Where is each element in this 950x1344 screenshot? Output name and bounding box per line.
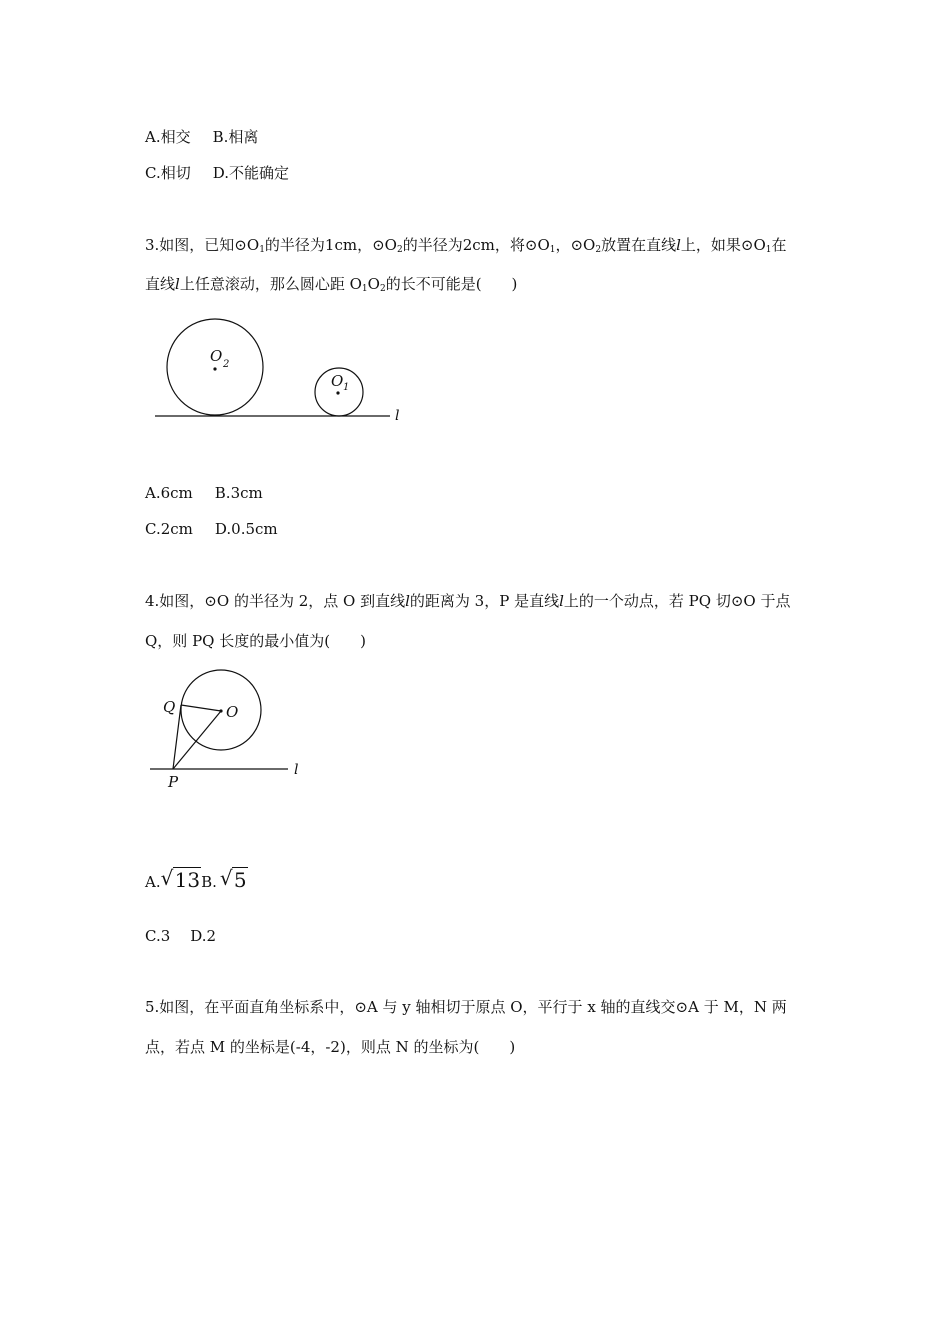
q2-option-b: B.相离 <box>212 128 259 146</box>
q3-text: 放置在直线 <box>601 236 677 254</box>
q2-option-d: D.不能确定 <box>212 164 289 182</box>
q3-sub: 1 <box>549 245 556 255</box>
q3-option-d: D.0.5cm <box>214 520 278 538</box>
q5-stem-line2 <box>145 1036 515 1058</box>
q3-label-l: l <box>395 408 400 424</box>
q3-text: O <box>367 275 380 293</box>
q4-options-row1 <box>145 866 248 896</box>
q3-line-symbol: l <box>676 236 681 254</box>
q3-options-row1 <box>145 482 263 504</box>
q3-line-symbol: l <box>175 275 180 293</box>
q3-sub: 2 <box>396 245 403 255</box>
q3-option-a: A.6cm <box>145 484 193 502</box>
q3-text: 上任意滚动，那么圆心距 O <box>179 275 362 293</box>
q4-text: Q，则 PQ 长度的最小值为( ) <box>145 632 366 650</box>
q3-center-o2 <box>213 367 216 370</box>
q4-options-row2 <box>145 925 216 947</box>
q3-stem-line1 <box>145 234 787 261</box>
q3-sub: 1 <box>259 245 265 255</box>
q4-figure <box>148 665 328 795</box>
q3-label-o2: O <box>210 347 223 365</box>
q3-text: 3.如图，已知⊙O <box>145 236 260 254</box>
q4-text: 4.如图，⊙O 的半径为 2，点 O 到直线 <box>145 592 406 610</box>
q3-sub: 1 <box>765 245 772 255</box>
q3-sub: 2 <box>379 284 386 294</box>
q3-circle-o2 <box>167 319 263 415</box>
q4-stem-line2 <box>145 630 366 652</box>
q2-option-c: C.相切 <box>145 164 191 182</box>
q5-text: 5.如图，在平面直角坐标系中，⊙A 与 y 轴相切于原点 O，平行于 x 轴的直线交⊙A 于 M，N 两 <box>145 998 787 1016</box>
q4-option-b-radicand: 5 <box>233 868 247 892</box>
q4-label-o: O <box>226 703 239 721</box>
q3-sub: 1 <box>361 284 368 294</box>
q3-text: 直线 <box>145 275 176 293</box>
q4-option-a-radicand: 13 <box>174 868 201 892</box>
q4-option-a-sqrt: √ 13 <box>160 866 201 892</box>
q3-text: 的半径为2cm，将⊙O <box>402 236 550 254</box>
q4-option-a-prefix: A. <box>145 873 161 891</box>
q2-options-row2 <box>145 162 289 184</box>
q3-label-o1-sub: 1 <box>343 382 350 393</box>
q5-text: 点，若点 M 的坐标是(-4，-2)，则点 N 的坐标为( ) <box>145 1038 516 1056</box>
q4-option-d: D.2 <box>190 927 217 945</box>
q4-line-symbol: l <box>405 592 410 610</box>
q4-stem-line1 <box>145 590 790 612</box>
q4-text: 的距离为 3，P 是直线 <box>409 592 560 610</box>
q4-label-q: Q <box>163 698 176 716</box>
q3-stem-line2 <box>145 273 517 300</box>
q2-option-a: A.相交 <box>145 128 191 146</box>
q3-label-o2-sub: 2 <box>223 359 230 370</box>
q3-option-c: C.2cm <box>145 520 193 538</box>
q4-text: 上的一个动点，若 PQ 切⊙O 于点 <box>563 592 791 610</box>
q4-line-symbol: l <box>559 592 564 610</box>
q3-figure <box>150 315 410 425</box>
q4-segment-qo <box>181 705 221 711</box>
q3-label-o1: O <box>331 372 344 390</box>
q4-option-b-sqrt: √ 5 <box>219 866 247 892</box>
q4-segment-po <box>173 711 221 769</box>
q3-text: 的半径为1cm，⊙O <box>264 236 397 254</box>
q3-options-row2 <box>145 518 278 540</box>
q2-options-row1 <box>145 126 258 148</box>
q3-text: 的长不可能是( ) <box>385 275 518 293</box>
q4-label-l: l <box>294 762 299 778</box>
q4-label-p: P <box>168 773 179 791</box>
q3-center-o1 <box>336 391 339 394</box>
q3-text: 上，如果⊙O <box>680 236 766 254</box>
q5-stem-line1 <box>145 996 787 1018</box>
q3-sub: 2 <box>595 245 602 255</box>
q3-text: 在 <box>771 236 787 254</box>
q4-option-c: C.3 <box>145 927 171 945</box>
q4-option-b-prefix: B. <box>201 873 217 891</box>
q3-text: ，⊙O <box>555 236 596 254</box>
q3-option-b: B.3cm <box>214 484 263 502</box>
